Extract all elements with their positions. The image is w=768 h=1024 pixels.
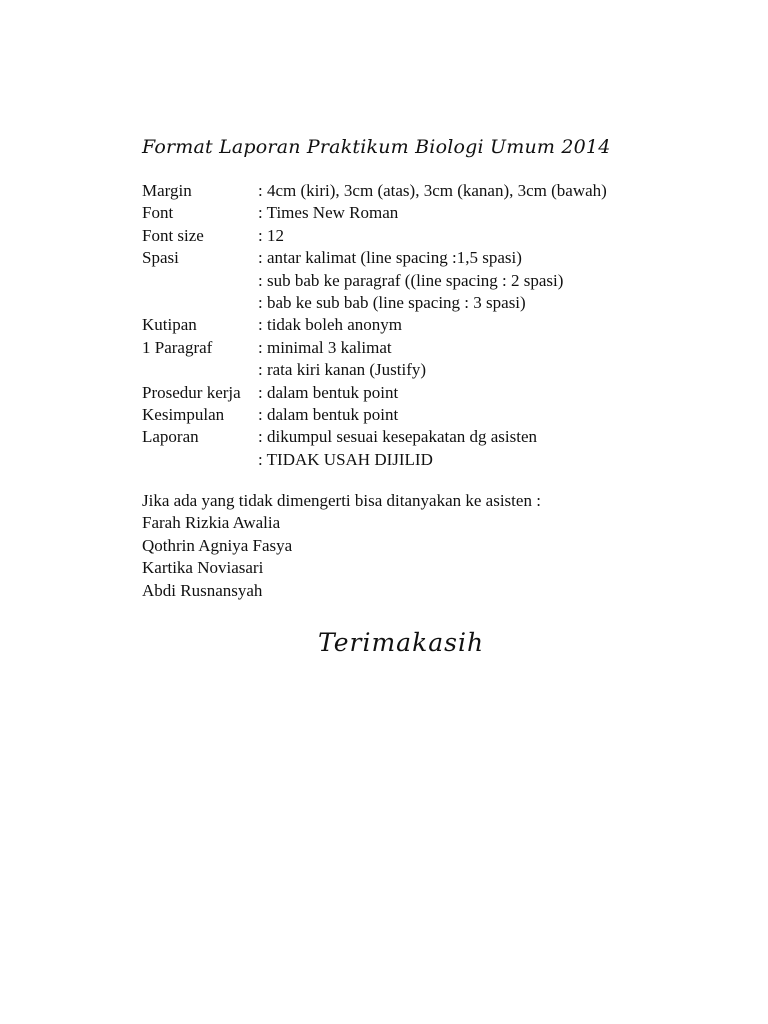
format-spec-table	[142, 180, 607, 471]
spec-label: Font	[142, 203, 174, 223]
spec-row-laporan	[142, 426, 607, 448]
spec-value: : 12	[258, 225, 284, 245]
spec-row-kesimpulan	[142, 404, 607, 426]
assistant-name: Farah Rizkia Awalia	[142, 513, 281, 533]
spec-row-kutipan	[142, 314, 607, 336]
spec-value: : rata kiri kanan (Justify)	[258, 360, 427, 380]
contact-section	[142, 490, 541, 602]
closing-text: Terimakasih	[318, 628, 485, 657]
spec-row-font	[142, 202, 607, 224]
spec-value: : TIDAK USAH DIJILID	[258, 449, 433, 469]
spec-value: : dalam bentuk point	[258, 382, 399, 402]
spec-value: : dalam bentuk point	[258, 405, 399, 425]
assistant-name: Kartika Noviasari	[142, 558, 264, 578]
spec-value: : 4cm (kiri), 3cm (atas), 3cm (kanan), 3cm (bawah)	[258, 181, 607, 200]
spec-value: : sub bab ke paragraf ((line spacing : 2 spasi)	[258, 270, 564, 290]
spec-row-paragraf	[142, 337, 607, 359]
spec-value: : antar kalimat (line spacing :1,5 spasi)	[258, 248, 522, 268]
spec-label: Margin	[142, 181, 192, 200]
spec-label: Font size	[142, 225, 204, 245]
spec-value: : Times New Roman	[258, 203, 399, 223]
spec-row-spasi-3	[142, 292, 607, 314]
spec-label	[142, 449, 258, 471]
spec-row-paragraf-2	[142, 359, 607, 381]
document-title: Format Laporan Praktikum Biologi Umum 2014	[142, 136, 611, 158]
spec-label	[142, 270, 258, 292]
spec-label	[142, 359, 258, 381]
spec-value: : minimal 3 kalimat	[258, 337, 392, 357]
spec-row-laporan-2	[142, 449, 607, 471]
spec-row-prosedur-kerja	[142, 382, 607, 404]
spec-row-margin	[142, 180, 607, 202]
spec-value: : dikumpul sesuai kesepakatan dg asisten	[258, 427, 538, 447]
spec-label: Spasi	[142, 248, 179, 268]
spec-label: 1 Paragraf	[142, 337, 213, 357]
spec-label: Laporan	[142, 427, 199, 447]
spec-value: : bab ke sub bab (line spacing : 3 spasi)	[258, 293, 526, 313]
spec-label: Kesimpulan	[142, 405, 225, 425]
spec-label	[142, 292, 258, 314]
spec-row-spasi	[142, 247, 607, 269]
contact-intro: Jika ada yang tidak dimengerti bisa ditanyakan ke asisten :	[142, 491, 541, 510]
assistant-name: Abdi Rusnansyah	[142, 580, 263, 600]
spec-row-font-size	[142, 225, 607, 247]
assistant-name: Qothrin Agniya Fasya	[142, 535, 293, 555]
spec-row-spasi-2	[142, 270, 607, 292]
spec-label: Kutipan	[142, 315, 197, 335]
spec-value: : tidak boleh anonym	[258, 315, 403, 335]
spec-label: Prosedur kerja	[142, 382, 241, 402]
